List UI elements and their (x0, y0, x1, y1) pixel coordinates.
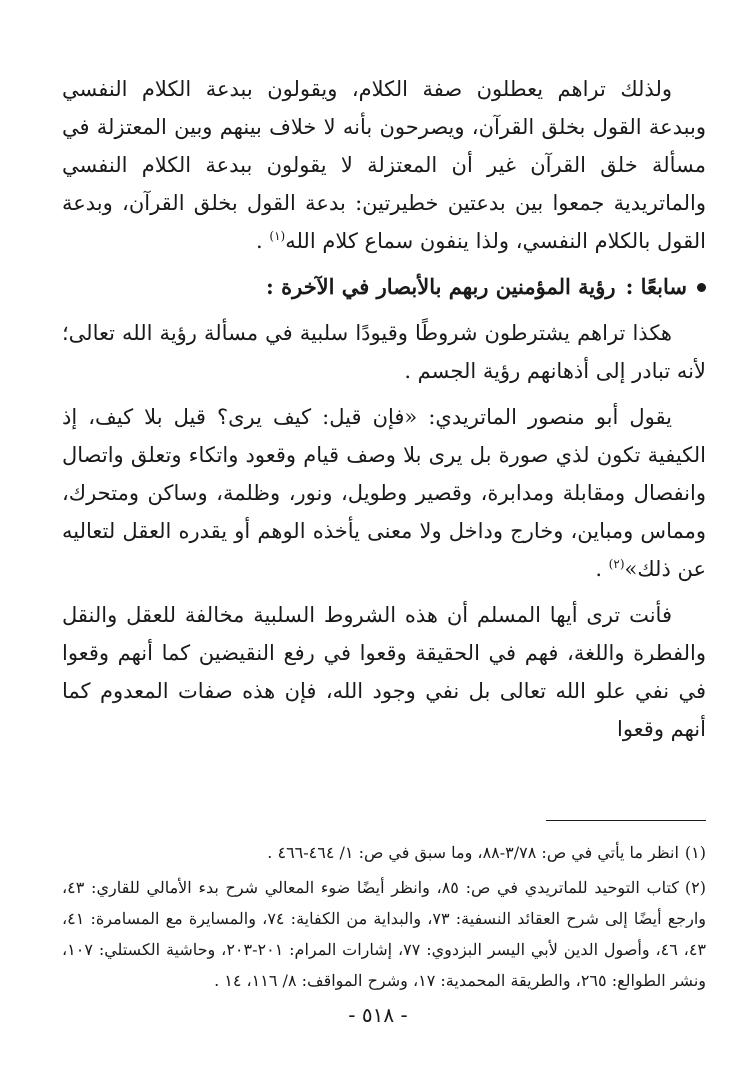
footnote-number: (٢) (684, 878, 707, 897)
footnote-ref-2[interactable]: (٢) (608, 557, 625, 571)
paragraph-3 (62, 398, 706, 588)
footnote-ref-1[interactable]: (١) (269, 229, 286, 243)
section-heading-title: رؤية المؤمنين ربهم بالأبصار في الآخرة : (266, 274, 616, 299)
paragraph-4: فأنت ترى أيها المسلم أن هذه الشروط السلبية مخالفة للعقل والنقل والفطرة واللغة، فهم في الحقيقة وقعوا في رفع النقيضين كما أنهم وقعوا في نفي علو الله تعالى بل نفي وجود الله، فإن هذه صفات المعدوم كما أنهم وقعوا (62, 603, 706, 741)
page-number: - ٥١٨ - (348, 1003, 408, 1027)
paragraph-1-end: . (256, 229, 270, 253)
footnote-1 (62, 837, 706, 868)
paragraph-3-text: يقول أبو منصور الماتريدي: «فإن قيل: كيف يرى؟ قيل بلا كيف، إذ الكيفية تكون لذي صورة بل يرى بلا وصف قيام وقعود واتكاء وتعلق واتصال وانفصال ومقابلة ومدابرة، وقصير وطويل، ونور، وظلمة، وساكن ومتحرك، ومماس ومباين، وخارج وداخل ولا معنى يأخذه الوهم أو يقدره العقل لتعاليه عن ذلك» (62, 405, 706, 581)
paragraph-1-text: ولذلك تراهم يعطلون صفة الكلام، ويقولون ببدعة الكلام النفسي وببدعة القول بخلق القرآن، ويصرحون بأنه لا خلاف بينهم وبين المعتزلة في مسألة خلق القرآن غير أن المعتزلة لا يقولون ببدعة الكلام النفسي والماتريدية جمعوا بين بدعتين خطيرتين: بدعة القول بخلق القرآن، وبدعة القول بالكلام النفسي، ولذا ينفون سماع كلام الله (62, 77, 706, 253)
bullet-icon (697, 283, 706, 292)
section-heading (62, 268, 706, 306)
page-content (62, 70, 706, 1030)
footnote-divider (546, 820, 706, 821)
paragraph-2: هكذا تراهم يشترطون شروطًا وقيودًا سلبية في مسألة رؤية الله تعالى؛ لأنه تبادر إلى أذهانهم رؤية الجسم . (62, 321, 706, 383)
section-heading-label: سابعًا : (625, 274, 687, 299)
footnote-text: انظر ما يأتي في ص: ٣/٧٨-٨٨، وما سبق في ص: ١/ ٤٦٤-٤٦٦ . (267, 843, 679, 862)
footnote-text: كتاب التوحيد للماتريدي في ص: ٨٥، وانظر أيضًا ضوء المعالي شرح بدء الأمالي للقاري: ٤٣، وارجع أيضًا إلى شرح العقائد النسفية: ٧٣، والبداية من الكفاية: ٧٤، والمسايرة مع المسامرة: ٤١، ٤٣، ٤٦، وأصول الدين لأبي اليسر البزدوي: ٧٧، إشارات المرام: ٢٠١-٢٠٣، وحاشية الكستلي: ١٠٧، ونشر الطوالع: ٢٦٥، والطريقة المحمدية: ١٧، وشرح المواقف: ٨/ ١١٦، ١٤ . (62, 878, 707, 990)
paragraph-3-end: . (595, 557, 609, 581)
footnote-number: (١) (684, 843, 706, 862)
footnote-2 (62, 872, 706, 996)
paragraph-1 (62, 70, 706, 260)
